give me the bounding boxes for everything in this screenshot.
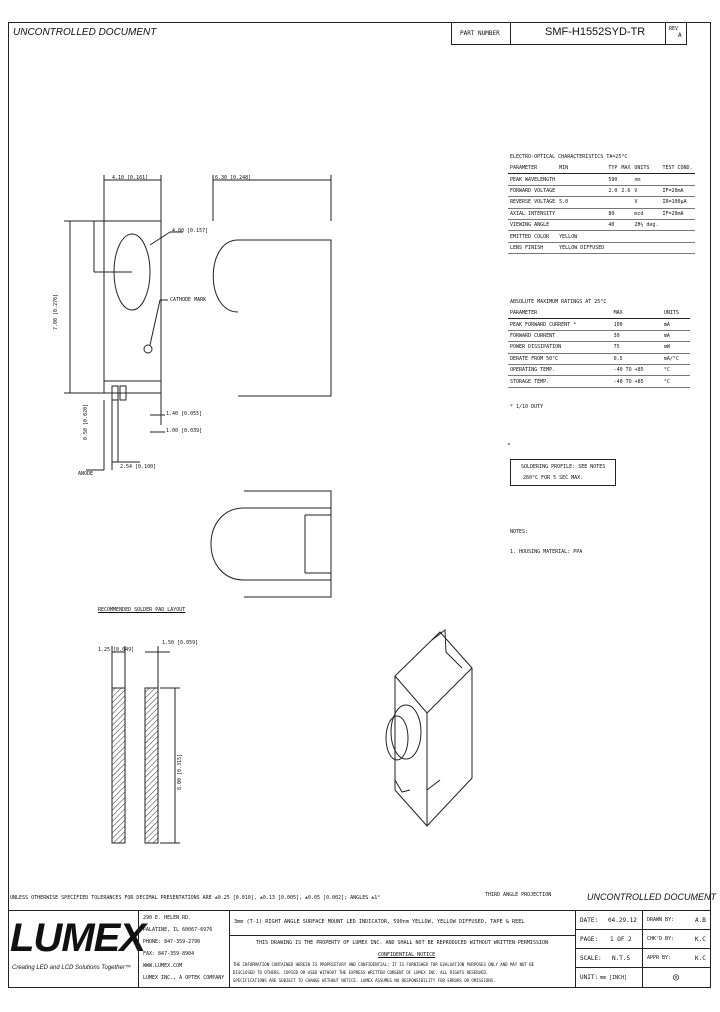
cell: 0.5 <box>612 353 662 364</box>
part-number-label: PART NUMBER <box>460 30 500 37</box>
cathode-mark-label: CATHODE MARK <box>170 297 207 303</box>
cell: 80 <box>606 208 619 219</box>
cell <box>619 197 632 208</box>
dim-pad-gap: 1.50 [0.059] <box>162 640 199 646</box>
dim-pad-width: 1.25 [0.049] <box>98 647 135 653</box>
address-line: 290 E. HELEN RD. <box>143 915 192 921</box>
cell: IF=20mA <box>660 208 694 219</box>
col-header: PARAMETER <box>508 308 612 319</box>
cell: 2θ½ deg. <box>632 219 660 230</box>
cell: DERATE FROM 50°C <box>508 353 612 364</box>
col-header: PARAMETER <box>508 163 557 174</box>
electro-optical-table <box>508 163 695 254</box>
dim-height: 7.00 [0.276] <box>53 293 59 330</box>
scale-value: N.T.S <box>612 955 631 962</box>
cell: VIEWING ANGLE <box>508 219 557 230</box>
page-value: 1 OF 2 <box>610 936 632 943</box>
cell: 2.6 <box>619 185 632 196</box>
front-view-body <box>104 221 161 393</box>
cell: PEAK FORWARD CURRENT * <box>508 319 612 330</box>
description-block <box>229 910 576 936</box>
address-line: PHONE: 847-359-2790 <box>143 939 201 945</box>
table-row <box>508 174 695 185</box>
cell <box>606 197 619 208</box>
cell <box>606 242 619 253</box>
solder-pad-2 <box>145 688 158 843</box>
bottom-view-lens <box>211 508 244 580</box>
date-cell <box>575 910 643 930</box>
cell <box>632 231 660 242</box>
page-cell <box>575 929 643 949</box>
cell: POWER DISSIPATION <box>508 342 612 353</box>
table-row <box>508 197 695 208</box>
absolute-max-table <box>508 308 690 388</box>
approved-label: APPR BY: <box>647 955 672 961</box>
part-description: 3mm (T-1) RIGHT ANGLE SURFACE MOUNT LED INDICATOR, 590nm YELLOW, YELLOW DIFFUSED, TAPE & REEL <box>234 919 525 925</box>
lumex-logo: LUMEX <box>10 916 145 960</box>
unit-value: mm [INCH] <box>600 975 628 981</box>
cell: AXIAL INTENSITY <box>508 208 557 219</box>
cell <box>619 219 632 230</box>
cell: -40 TO +85 <box>612 376 662 387</box>
cell: V <box>632 185 660 196</box>
projection-symbol-icon: ◎ <box>673 972 680 983</box>
table-row <box>508 353 690 364</box>
checked-label: CHK'D BY: <box>647 936 675 942</box>
isometric-view <box>386 630 472 826</box>
cell: IF=20mA <box>660 185 694 196</box>
dim-pitch: 2.54 [0.100] <box>120 464 157 470</box>
cell: PEAK WAVELENGTH <box>508 174 557 185</box>
cell <box>557 208 606 219</box>
approved-value: K.C <box>695 955 706 962</box>
cell: LENS FINISH <box>508 242 557 253</box>
table-row <box>508 242 695 253</box>
drawn-value: A.B <box>695 917 706 924</box>
cell: 75 <box>612 342 662 353</box>
cell: FORWARD VOLTAGE <box>508 185 557 196</box>
cell: 100 <box>612 319 662 330</box>
front-view-cathode-mark <box>144 345 152 353</box>
part-number: SMF-H1552SYD-TR <box>545 26 646 38</box>
cell: 590 <box>606 174 619 185</box>
dim-bottom: 0.50 [0.020] <box>83 403 89 440</box>
cell <box>619 242 632 253</box>
cell: V <box>632 197 660 208</box>
cell: °C <box>662 376 690 387</box>
table-row <box>508 319 690 330</box>
uncontrolled-watermark: UNCONTROLLED DOCUMENT <box>13 27 157 38</box>
page-label: PAGE: <box>580 936 599 943</box>
dim-width-left: 4.10 [0.161] <box>112 175 149 181</box>
address-line: FAX: 847-359-8904 <box>143 951 195 957</box>
footer-watermark: UNCONTROLLED DOCUMENT <box>587 892 717 902</box>
drawn-label: DRAWN BY: <box>647 917 675 923</box>
dim-lens-dia: 4.00 [0.157] <box>172 228 209 234</box>
electro-title: ELECTRO-OPTICAL CHARACTERISTICS TA=25°C <box>510 154 628 160</box>
cell <box>557 185 606 196</box>
checked-cell <box>642 929 711 949</box>
notice-line: SPECIFICATIONS ARE SUBJECT TO CHANGE WITHOUT NOTICE. LUMEX ASSUMES NO RESPONSIBILITY FOR ERRORS OR OMISSIONS. <box>233 978 496 983</box>
col-header: TYP <box>606 163 619 174</box>
bottom-view-body <box>244 491 331 597</box>
cell: °C <box>662 364 690 375</box>
table-header-row <box>508 308 690 319</box>
table-row <box>508 185 695 196</box>
notes-title: NOTES: <box>510 529 529 535</box>
note-1: 1. HOUSING MATERIAL: PPA <box>510 549 583 555</box>
cell: REVERSE VOLTAGE <box>508 197 557 208</box>
cell: 2.0 <box>606 185 619 196</box>
soldering-line-1: SOLDERING PROFILE: SEE NOTES <box>521 464 606 470</box>
address-line: LUMEX INC., A OPTEK COMPANY <box>143 975 225 981</box>
side-view-lens <box>213 240 238 312</box>
approved-cell <box>642 948 711 968</box>
cell: FORWARD CURRENT <box>508 330 612 341</box>
cell: 5.0 <box>557 197 606 208</box>
confidential-line: THIS DRAWING IS THE PROPERTY OF LUMEX INC. AND SHALL NOT BE REPRODUCED WITHOUT WRITTEN PERMISSION <box>256 940 548 946</box>
table-row <box>508 376 690 387</box>
notice-line: DISCLOSED TO OTHERS, COPIED OR USED WITHOUT THE EXPRESS WRITTEN CONSENT OF LUMEX INC. ALL RIGHTS RESERVED. <box>233 970 489 975</box>
date-value: 04.29.12 <box>608 917 637 924</box>
soldering-line-2: 260°C FOR 5 SEC MAX. <box>523 475 584 481</box>
notice-block <box>229 935 576 988</box>
cell: EMITTED COLOR <box>508 231 557 242</box>
cell: YELLOW <box>557 231 606 242</box>
cell <box>557 219 606 230</box>
cell: 30 <box>612 330 662 341</box>
dim-lead2: 1.00 [0.039] <box>166 428 203 434</box>
table-row <box>508 364 690 375</box>
table-row <box>508 219 695 230</box>
cell <box>619 208 632 219</box>
rev-label: REV <box>669 26 679 32</box>
cell <box>619 174 632 185</box>
third-angle-label: THIRD ANGLE PROJECTION <box>485 892 552 898</box>
address-line: PALATINE, IL 60067-6976 <box>143 927 213 933</box>
cell <box>660 174 694 185</box>
address-line: WWW.LUMEX.COM <box>143 963 183 969</box>
lumex-tagline: Creating LED and LCD Solutions Together™ <box>12 965 131 971</box>
table-row <box>508 342 690 353</box>
scale-label: SCALE: <box>580 955 602 962</box>
cell: -40 TO +85 <box>612 364 662 375</box>
absmax-footnote: * 1/10 DUTY <box>510 404 544 410</box>
cell <box>557 174 606 185</box>
cell <box>660 219 694 230</box>
cell <box>606 231 619 242</box>
col-header: MIN <box>557 163 606 174</box>
cell <box>619 231 632 242</box>
scale-cell <box>575 948 643 968</box>
col-header: TEST COND. <box>660 163 694 174</box>
col-header: UNITS <box>632 163 660 174</box>
cell <box>632 242 660 253</box>
dim-pad-height: 8.00 [0.315] <box>177 753 183 790</box>
solder-pad-1 <box>112 688 125 843</box>
col-header: MAX <box>619 163 632 174</box>
table-row <box>508 231 695 242</box>
address-block <box>138 910 230 988</box>
unit-cell <box>575 967 643 988</box>
notice-line: THE INFORMATION CONTAINED HEREIN IS PROPRIETARY AND CONFIDENTIAL; IT IS FURNISHED FOR EVALUATION PURPOSES ONLY AND MAY NOT BE <box>233 962 535 967</box>
cell <box>660 242 694 253</box>
checked-value: K.C <box>695 936 706 943</box>
cell: mA <box>662 330 690 341</box>
cell <box>660 231 694 242</box>
cell: nm <box>632 174 660 185</box>
table-row <box>508 208 695 219</box>
cell: YELLOW DIFFUSED <box>557 242 606 253</box>
dim-width-right: 6.30 [0.248] <box>215 175 252 181</box>
side-view-body <box>238 240 331 396</box>
notice-title: CONFIDENTIAL NOTICE <box>378 952 436 958</box>
col-header: MAX <box>612 308 662 319</box>
drawn-cell <box>642 910 711 930</box>
cell: mA/°C <box>662 353 690 364</box>
anode-label: ANODE <box>78 471 94 477</box>
cell: mcd <box>632 208 660 219</box>
unit-label: UNIT: <box>580 974 599 981</box>
solder-pad-title: RECOMMENDED SOLDER PAD LAYOUT <box>98 607 186 613</box>
cell: mA <box>662 319 690 330</box>
cell: IR=100µA <box>660 197 694 208</box>
absmax-title: ABSOLUTE MAXIMUM RATINGS AT 25°C <box>510 299 607 305</box>
tolerance-note: UNLESS OTHERWISE SPECIFIED TOLERANCES FOR DECIMAL PRESENTATIONS ARE ±0.25 [0.010], ±0.13 [0.005], ±0.05 [0.002]; ANGLES ±1° <box>10 895 381 901</box>
table-header-row <box>508 163 695 174</box>
col-header: UNITS <box>662 308 690 319</box>
soldering-box <box>510 459 616 486</box>
dim-lead1: 1.40 [0.055] <box>166 411 203 417</box>
cell: 40 <box>606 219 619 230</box>
cell: OPERATING TEMP. <box>508 364 612 375</box>
cell: STORAGE TEMP. <box>508 376 612 387</box>
cell: mW <box>662 342 690 353</box>
rev-value: A <box>678 32 682 39</box>
date-label: DATE: <box>580 917 599 924</box>
table-row <box>508 330 690 341</box>
projection-cell <box>642 967 711 988</box>
